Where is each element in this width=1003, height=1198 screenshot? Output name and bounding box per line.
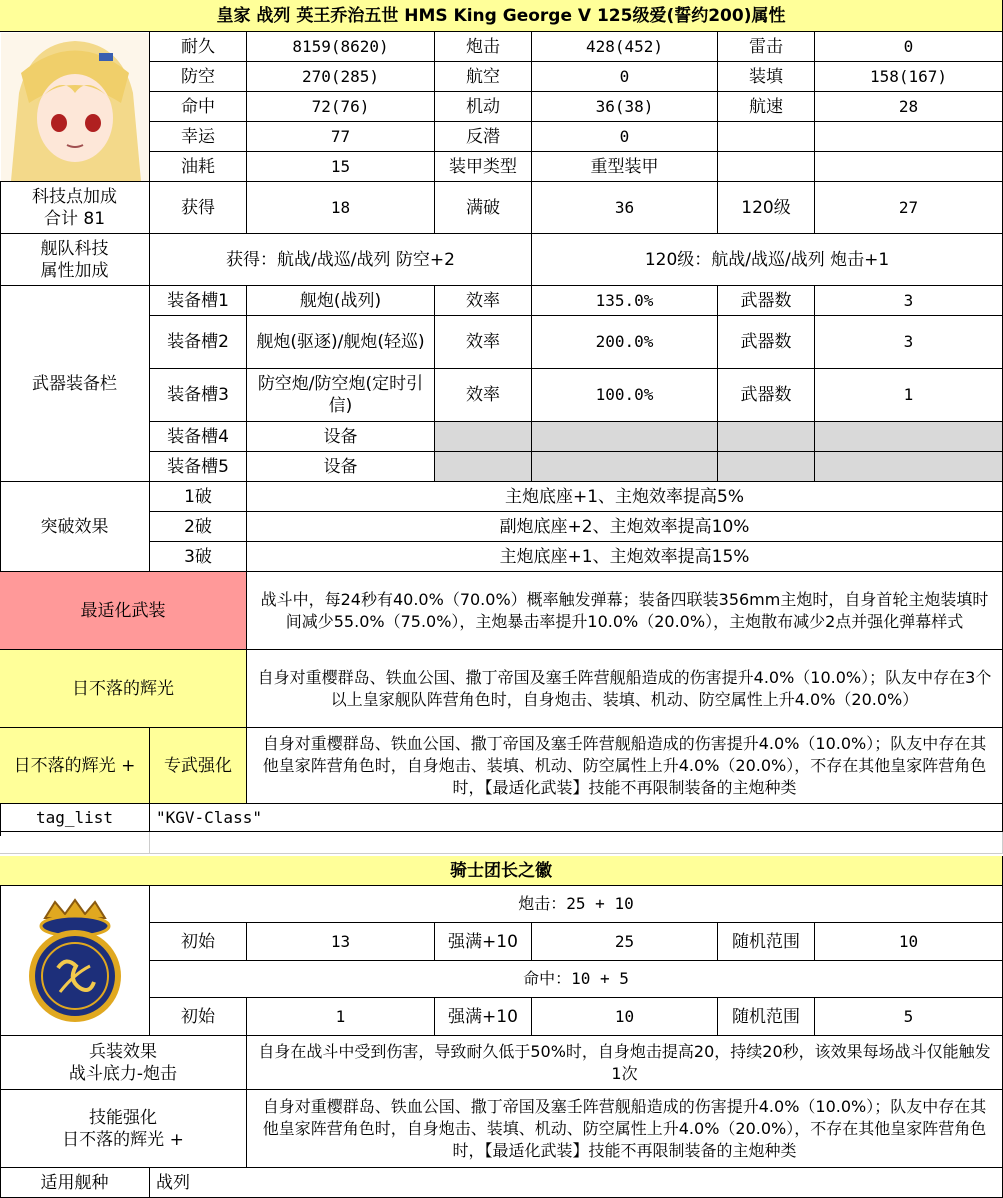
fleet-tech-get: 获得：航战/战巡/战列 防空+2	[150, 234, 532, 286]
tech-max-label: 满破	[435, 182, 532, 234]
skill-2-name: 日不落的辉光	[0, 650, 247, 728]
stat-accuracy-value: 72(76)	[247, 92, 435, 122]
breakthrough-label: 突破效果	[0, 482, 150, 572]
slot-3-num-label: 武器数	[718, 369, 815, 422]
stat-luck-label: 幸运	[150, 122, 247, 152]
slot-5-type: 设备	[247, 452, 435, 482]
empty-gray-cell	[815, 452, 1003, 482]
stat-armor-value: 重型装甲	[532, 152, 718, 182]
slot-5-label: 装备槽5	[150, 452, 247, 482]
empty-gray-cell	[532, 452, 718, 482]
gear-skill-text: 自身对重樱群岛、铁血公国、撒丁帝国及塞壬阵营舰船造成的伤害提升4.0%（10.0%）；队友中存在其他皇家阵营角色时，自身炮击、装填、机动、防空属性上升4.0%（20.0%），不存在其他皇家阵营角色时，【最适化武装】技能不再限制装备的主炮种类	[247, 1090, 1003, 1168]
tag-list-value: "KGV-Class"	[150, 804, 1003, 832]
breakthrough-lv2: 2破	[150, 512, 247, 542]
gear-effect-text: 自身在战斗中受到伤害，导致耐久低于50%时，自身炮击提高20，持续20秒，该效果每场战斗仅能触发1次	[247, 1036, 1003, 1090]
gear-ship-type-label: 适用舰种	[0, 1168, 150, 1198]
breakthrough-text-1: 主炮底座+1、主炮效率提高5%	[247, 482, 1003, 512]
stat-aa-value: 270(285)	[247, 62, 435, 92]
stat-asw-value: 0	[532, 122, 718, 152]
slot-3-num: 1	[815, 369, 1003, 422]
slot-1-num: 3	[815, 286, 1003, 316]
slot-4-type: 设备	[247, 422, 435, 452]
stat-reload-value: 158(167)	[815, 62, 1003, 92]
slot-2-eff-label: 效率	[435, 316, 532, 369]
stat-oil-label: 油耗	[150, 152, 247, 182]
empty-gray-cell	[815, 422, 1003, 452]
tech-lv120-label: 120级	[718, 182, 815, 234]
stat-aviation-label: 航空	[435, 62, 532, 92]
gear-acc-init-value: 1	[247, 998, 435, 1036]
breakthrough-text-3: 主炮底座+1、主炮效率提高15%	[247, 542, 1003, 572]
gear-fp-range-label: 随机范围	[718, 923, 815, 961]
slot-3-eff: 100.0%	[532, 369, 718, 422]
stat-hp-value: 8159(8620)	[247, 32, 435, 62]
slot-1-num-label: 武器数	[718, 286, 815, 316]
slot-3-label: 装备槽3	[150, 369, 247, 422]
skill-3-tag: 专武强化	[150, 728, 247, 804]
slot-2-num-label: 武器数	[718, 316, 815, 369]
slot-2-type: 舰炮(驱逐)/舰炮(轻巡)	[247, 316, 435, 369]
skill-1-text: 战斗中，每24秒有40.0%（70.0%）概率触发弹幕；装备四联装356mm主炮时，自身首轮主炮装填时间减少55.0%（75.0%），主炮暴击率提升10.0%（20.0%），主炮散布减少2点并强化弹幕样式	[247, 572, 1003, 650]
breakthrough-lv1: 1破	[150, 482, 247, 512]
stat-firepower-value: 428(452)	[532, 32, 718, 62]
slot-2-label: 装备槽2	[150, 316, 247, 369]
stat-aa-label: 防空	[150, 62, 247, 92]
stat-armor-label: 装甲类型	[435, 152, 532, 182]
empty-cell	[718, 152, 815, 182]
stat-asw-label: 反潜	[435, 122, 532, 152]
skill-3-name: 日不落的辉光 +	[0, 728, 150, 804]
skill-3-text: 自身对重樱群岛、铁血公国、撒丁帝国及塞壬阵营舰船造成的伤害提升4.0%（10.0%）；队友中存在其他皇家阵营角色时，自身炮击、装填、机动、防空属性上升4.0%（20.0%），不存在其他皇家阵营角色时，【最适化武装】技能不再限制装备的主炮种类	[247, 728, 1003, 804]
empty-gray-cell	[435, 422, 532, 452]
stat-torpedo-value: 0	[815, 32, 1003, 62]
tech-points-label: 科技点加成 合计 81	[0, 182, 150, 234]
fleet-tech-label: 舰队科技 属性加成	[0, 234, 150, 286]
gear-acc-range-value: 5	[815, 998, 1003, 1036]
gear-firepower-header: 炮击：25 + 10	[150, 886, 1003, 923]
slot-4-label: 装备槽4	[150, 422, 247, 452]
tech-get-label: 获得	[150, 182, 247, 234]
gear-fp-range-value: 10	[815, 923, 1003, 961]
stat-speed-label: 航速	[718, 92, 815, 122]
gear-fp-init-label: 初始	[150, 923, 247, 961]
stat-evasion-value: 36(38)	[532, 92, 718, 122]
slot-2-num: 3	[815, 316, 1003, 369]
gear-fp-max-label: 强满+10	[435, 923, 532, 961]
page-title: 皇家 战列 英王乔治五世 HMS King George V 125级爱(誓约200)属性	[0, 0, 1003, 32]
stat-hp-label: 耐久	[150, 32, 247, 62]
breakthrough-lv3: 3破	[150, 542, 247, 572]
character-avatar-icon	[1, 33, 149, 181]
weapon-slots-label: 武器装备栏	[0, 286, 150, 482]
tag-list-label: tag_list	[0, 804, 150, 832]
stat-evasion-label: 机动	[435, 92, 532, 122]
slot-3-type: 防空炮/防空炮(定时引信)	[247, 369, 435, 422]
gear-skill-label: 技能强化 日不落的辉光 +	[0, 1090, 247, 1168]
slot-1-eff-label: 效率	[435, 286, 532, 316]
stat-luck-value: 77	[247, 122, 435, 152]
empty-gray-cell	[435, 452, 532, 482]
gear-acc-range-label: 随机范围	[718, 998, 815, 1036]
gear-acc-init-label: 初始	[150, 998, 247, 1036]
empty-cell	[718, 122, 815, 152]
gear-acc-max-label: 强满+10	[435, 998, 532, 1036]
skill-2-text: 自身对重樱群岛、铁血公国、撒丁帝国及塞壬阵营舰船造成的伤害提升4.0%（10.0%）；队友中存在3个以上皇家舰队阵营角色时，自身炮击、装填、机动、防空属性上升4.0%（20.0%）	[247, 650, 1003, 728]
ship-portrait	[0, 32, 150, 182]
gear-effect-label: 兵装效果 战斗底力-炮击	[0, 1036, 247, 1090]
slot-1-type: 舰炮(战列)	[247, 286, 435, 316]
gear-ship-type-value: 战列	[150, 1168, 1003, 1198]
empty-gray-cell	[718, 422, 815, 452]
slot-1-label: 装备槽1	[150, 286, 247, 316]
gear-image	[0, 886, 150, 1036]
spacer-cell	[0, 832, 150, 854]
empty-cell	[815, 122, 1003, 152]
gear-accuracy-header: 命中：10 + 5	[150, 961, 1003, 998]
empty-cell	[815, 152, 1003, 182]
slot-1-eff: 135.0%	[532, 286, 718, 316]
fleet-tech-lv120: 120级：航战/战巡/战列 炮击+1	[532, 234, 1003, 286]
tech-lv120-value: 27	[815, 182, 1003, 234]
gear-acc-max-value: 10	[532, 998, 718, 1036]
tech-get-value: 18	[247, 182, 435, 234]
stat-oil-value: 15	[247, 152, 435, 182]
breakthrough-text-2: 副炮底座+2、主炮效率提高10%	[247, 512, 1003, 542]
stat-torpedo-label: 雷击	[718, 32, 815, 62]
gear-title: 骑士团长之徽	[0, 856, 1003, 886]
stat-reload-label: 装填	[718, 62, 815, 92]
empty-gray-cell	[532, 422, 718, 452]
stat-speed-value: 28	[815, 92, 1003, 122]
slot-3-eff-label: 效率	[435, 369, 532, 422]
stat-aviation-value: 0	[532, 62, 718, 92]
stat-firepower-label: 炮击	[435, 32, 532, 62]
spacer-cell	[150, 832, 1003, 854]
gear-fp-max-value: 25	[532, 923, 718, 961]
skill-1-name: 最适化武装	[0, 572, 247, 650]
stat-accuracy-label: 命中	[150, 92, 247, 122]
gear-fp-init-value: 13	[247, 923, 435, 961]
empty-gray-cell	[718, 452, 815, 482]
tech-max-value: 36	[532, 182, 718, 234]
slot-2-eff: 200.0%	[532, 316, 718, 369]
knight-badge-icon	[10, 896, 140, 1026]
